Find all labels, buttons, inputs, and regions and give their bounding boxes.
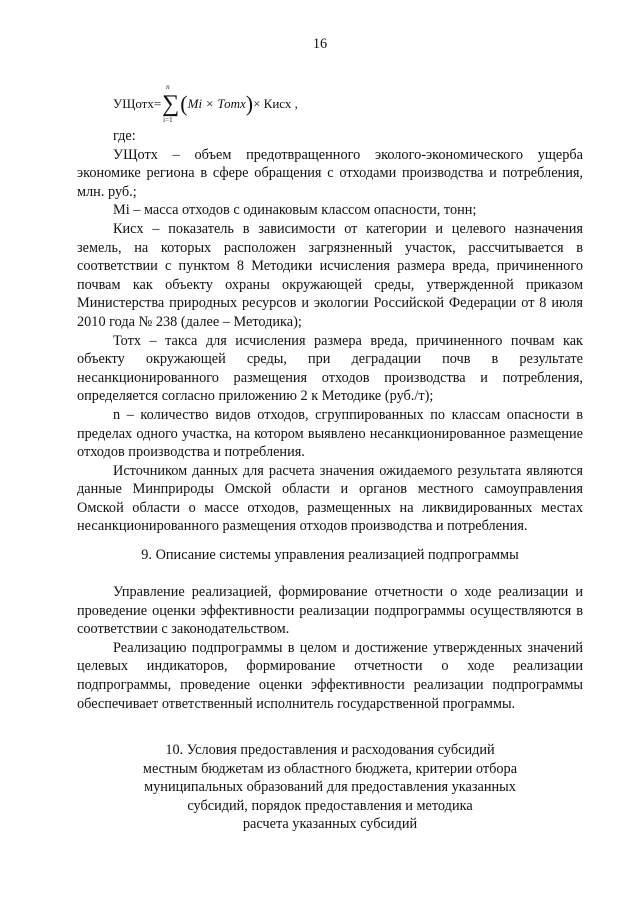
formula-term: Mi × Тотх	[187, 95, 246, 111]
formula-lhs: УЩотх=	[113, 95, 162, 111]
definitions-block	[77, 127, 583, 536]
definition-n: n – количество видов отходов, сгруппированных по классам опасности в пределах одного участка, на котором выявлено несанкционированное размещение отходов производства и потребления.	[77, 406, 583, 461]
sigma-lower-limit: i=1	[163, 116, 173, 124]
formula-tail: × Кисх ,	[253, 95, 298, 111]
sigma-upper-limit: n	[166, 83, 170, 91]
definition-uschotkh: УЩотх – объем предотвращенного эколого-экономического ущерба экономике региона в сфере обращения с отходами производства и потребления, млн. руб.;	[77, 146, 583, 200]
section-10-heading-line-4: субсидий, порядок предоставления и методика	[187, 797, 473, 814]
section-10-heading-line-3: муниципальных образований для предоставления указанных	[144, 779, 516, 796]
section-10-heading	[77, 741, 583, 834]
damage-formula	[113, 83, 298, 124]
definition-mi: Mi – масса отходов с одинаковым классом опасности, тонн;	[113, 202, 477, 219]
section-9	[77, 546, 583, 565]
section-9-heading: 9. Описание системы управления реализацией подпрограммы	[141, 547, 519, 563]
section-9-body	[77, 583, 583, 713]
section-10-heading-line-5: расчета указанных субсидий	[242, 816, 418, 833]
section-9-paragraph-2: Реализацию подпрограммы в целом и достижение утвержденных значений целевых индикаторов, формирование отчетности о ходе реализации подпрограммы, проведение оценки эффективности реализации подпрограммы обеспечивает ответственный исполнитель государственной программы.	[77, 639, 583, 712]
paren-open: (	[180, 91, 188, 116]
where-label: где:	[113, 128, 136, 144]
paren-close: )	[245, 91, 254, 116]
page-number: 16	[312, 36, 328, 52]
sum-sigma-icon: ∑ n i=1	[162, 83, 180, 124]
definition-totkh: Тотх – такса для исчисления размера вреда, причиненного почвам как объекту окружающей среды, при деградации почв в результате несанкционированного размещения отходов производства и потребления, определяется согласно приложению 2 к Методике (руб./т);	[77, 332, 583, 405]
data-source-paragraph: Источником данных для расчета значения ожидаемого результата являются данные Минприроды Омской области и органов местного самоуправления Омской области о массе отходов, размещенных на ликвидированных местах несанкционированного размещения отходов производства и потребления.	[77, 462, 583, 535]
section-9-paragraph-1: Управление реализацией, формирование отчетности о ходе реализации и проведение оценки эффективности реализации подпрограммы осуществляются в соответствии с законодательством.	[77, 584, 583, 638]
definition-kiskh: Кисх – показатель в зависимости от категории и целевого назначения земель, на которых расположен загрязненный участок, рассчитывается в соответствии с пунктом 8 Методики исчисления размера вреда, причиненного почвам как объекту охраны окружающей среды, утвержденной приказом Министерства природных ресурсов и экологии Российской Федерации от 8 июля 2010 года № 238 (далее – Методика);	[77, 220, 583, 330]
section-10-heading-line-1: 10. Условия предоставления и расходования субсидий	[165, 742, 495, 758]
section-10-heading-line-2: местным бюджетам из областного бюджета, критерии отбора	[142, 760, 518, 777]
